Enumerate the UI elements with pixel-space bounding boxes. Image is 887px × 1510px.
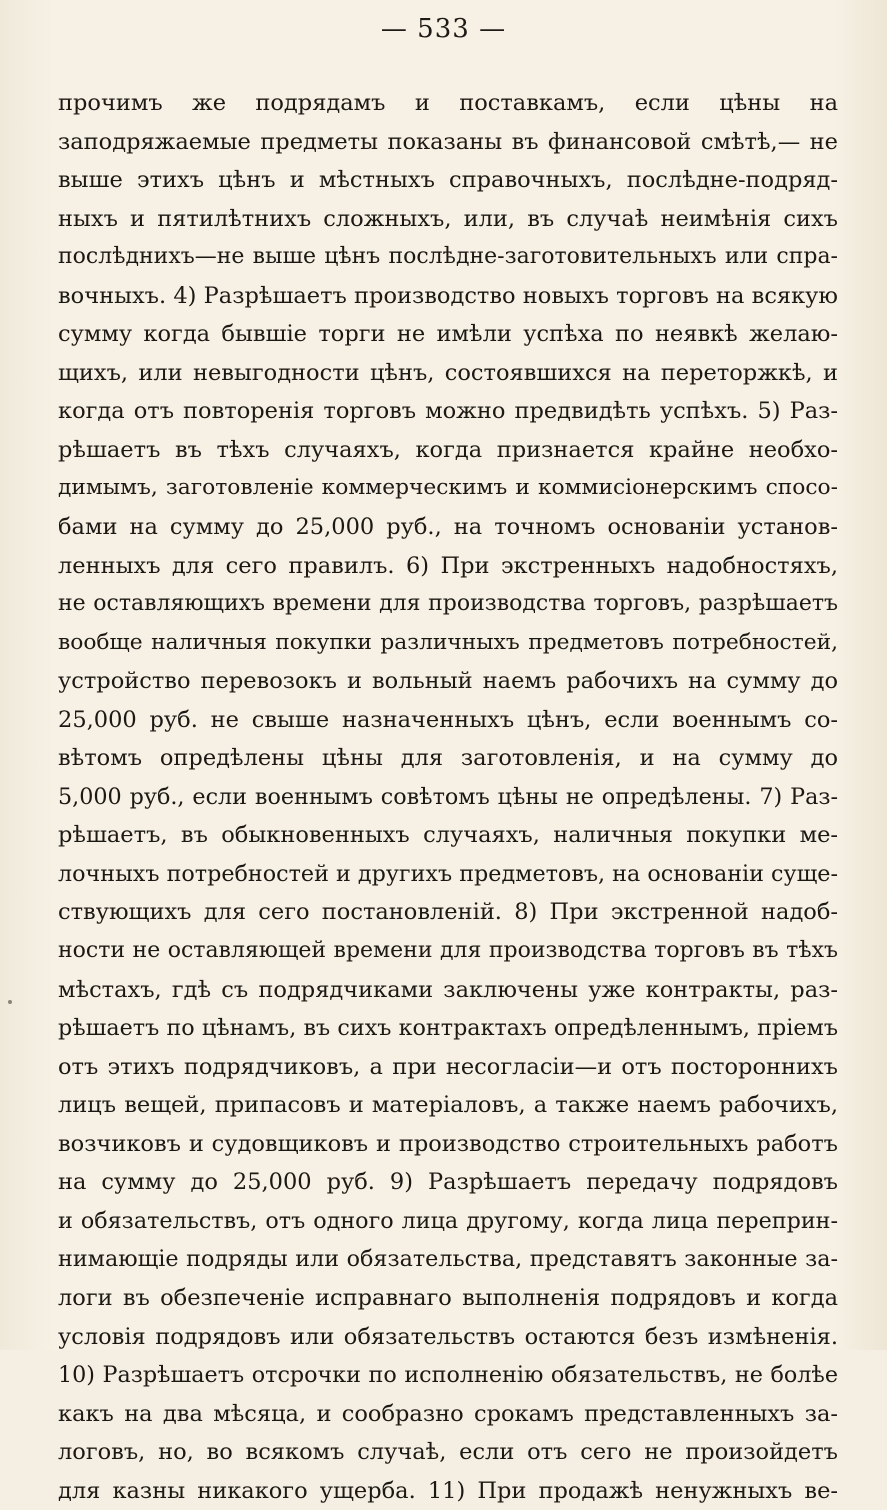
text-line: на сумму до 25,000 руб. 9) Разрѣшаетъ передачу подрядовъ bbox=[58, 1169, 838, 1196]
text-line: прочимъ же подрядамъ и поставкамъ, если цѣны на bbox=[58, 90, 838, 116]
text-line: какъ на два мѣсяца, и сообразно срокамъ представленныхъ за- bbox=[58, 1400, 838, 1427]
text-line: сумму когда бывшіе торги не имѣли успѣха по неявкѣ желаю- bbox=[58, 321, 838, 348]
text-line: рѣшаетъ въ тѣхъ случаяхъ, когда признается крайне необхо- bbox=[58, 436, 838, 463]
text-line: димымъ, заготовленіе коммерческимъ и коммисіонерскимъ спосо- bbox=[58, 475, 838, 501]
paper-speck bbox=[8, 1000, 12, 1004]
text-line: рѣшаетъ, въ обыкновенныхъ случаяхъ, наличныя покупки ме- bbox=[58, 822, 838, 849]
text-line: для казны никакого ущерба. 11) При продажѣ ненужныхъ ве- bbox=[58, 1477, 838, 1504]
text-line: выше этихъ цѣнъ и мѣстныхъ справочныхъ, послѣдне-подряд- bbox=[58, 167, 838, 194]
text-line: условія подрядовъ или обязательствъ остаются безъ измѣненія. bbox=[58, 1323, 838, 1350]
text-line: ныхъ и пятилѣтнихъ сложныхъ, или, въ случаѣ неимѣнія сихъ bbox=[58, 205, 838, 232]
text-line: когда отъ повторенія торговъ можно предвидѣть успѣхъ. 5) Раз- bbox=[58, 398, 838, 425]
text-line: заподряжаемые предметы показаны въ финансовой смѣтѣ,— не bbox=[58, 128, 838, 155]
text-line: ности не оставляющей времени для производства торговъ въ тѣхъ bbox=[58, 938, 838, 964]
text-line: логи въ обезпеченіе исправнаго выполненія подрядовъ и когда bbox=[58, 1284, 838, 1311]
text-line: отъ этихъ подрядчиковъ, а при несогласіи—и отъ постороннихъ bbox=[58, 1053, 838, 1080]
text-line: мѣстахъ, гдѣ съ подрядчиками заключены уже контракты, раз- bbox=[58, 976, 838, 1003]
text-line: щихъ, или невыгодности цѣнъ, состоявшихся на переторжкѣ, и bbox=[58, 359, 838, 386]
text-line: не оставляющихъ времени для производства торговъ, разрѣшаетъ bbox=[58, 591, 838, 617]
text-line: ствующихъ для сего постановленій. 8) При экстренной надоб- bbox=[58, 899, 838, 926]
text-line: вѣтомъ опредѣлены цѣны для заготовленія, и на сумму до bbox=[58, 745, 838, 772]
text-line: ленныхъ для сего правилъ. 6) При экстренныхъ надобностяхъ, bbox=[58, 552, 838, 579]
text-line: вообще наличныя покупки различныхъ предметовъ потребностей, bbox=[58, 629, 838, 655]
page-number: — 533 — bbox=[380, 14, 507, 44]
text-line: лицъ вещей, припасовъ и матеріаловъ, а также наемъ рабочихъ, bbox=[58, 1092, 838, 1119]
text-line: возчиковъ и судовщиковъ и производство строительныхъ работъ bbox=[58, 1130, 838, 1157]
text-line: послѣднихъ—не выше цѣнъ послѣдне-заготовительныхъ или спра- bbox=[58, 244, 838, 270]
text-line: логовъ, но, во всякомъ случаѣ, если отъ сего не произойдетъ bbox=[58, 1439, 838, 1466]
text-line: лочныхъ потребностей и другихъ предметовъ, на основаніи суще- bbox=[58, 860, 838, 887]
text-line: устройство перевозокъ и вольный наемъ рабочихъ на сумму до bbox=[58, 668, 838, 695]
text-line: 25,000 руб. не свыше назначенныхъ цѣнъ, если военнымъ со- bbox=[58, 706, 838, 733]
body-text bbox=[58, 84, 838, 1510]
text-line: нимающіе подряды или обязательства, представятъ законные за- bbox=[58, 1246, 838, 1273]
text-line: 5,000 руб., если военнымъ совѣтомъ цѣны не опредѣлены. 7) Раз- bbox=[58, 783, 838, 810]
text-line: бами на сумму до 25,000 руб., на точномъ основаніи установ- bbox=[58, 514, 838, 541]
text-line: 10) Разрѣшаетъ отсрочки по исполненію обязательствъ, не болѣе bbox=[58, 1362, 838, 1389]
text-line: рѣшаетъ по цѣнамъ, въ сихъ контрактахъ опредѣленнымъ, пріемъ bbox=[58, 1015, 838, 1042]
text-line: вочныхъ. 4) Разрѣшаетъ производство новыхъ торговъ на всякую bbox=[58, 282, 838, 309]
text-line: и обязательствъ, отъ одного лица другому, когда лица переприн- bbox=[58, 1207, 838, 1234]
